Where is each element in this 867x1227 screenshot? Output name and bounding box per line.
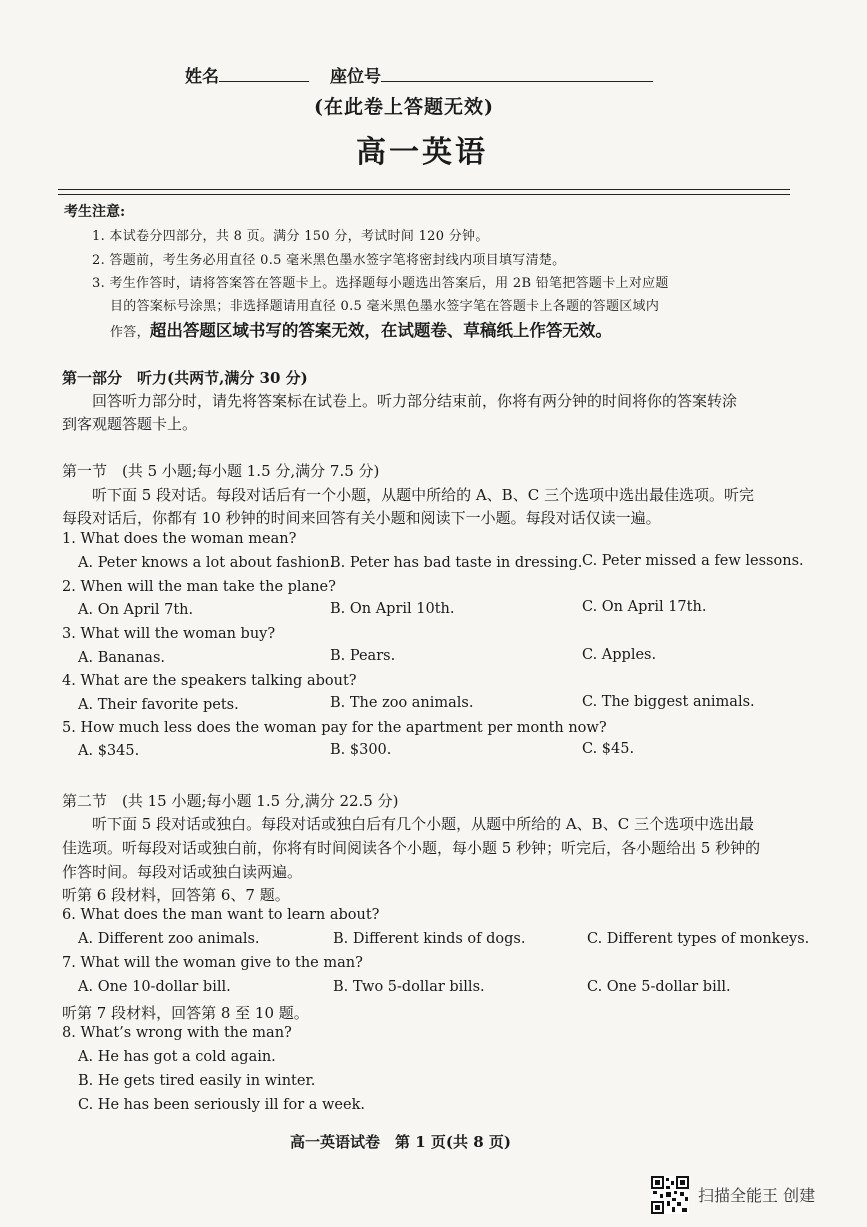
qr-code-icon xyxy=(651,1176,689,1214)
q1-option-c: C. Peter missed a few lessons. xyxy=(582,553,804,569)
seat-blank xyxy=(381,67,653,82)
q4-option-a: A. Their favorite pets. xyxy=(78,697,239,713)
part1-intro: 到客观题答题卡上。 xyxy=(62,415,198,433)
q7-option-c: C. One 5-dollar bill. xyxy=(587,979,731,995)
q7-option-a: A. One 10-dollar bill. xyxy=(78,979,231,995)
q3-option-b: B. Pears. xyxy=(330,648,396,664)
question-5: 5. How much less does the woman pay for the apartment per month now? xyxy=(62,720,607,736)
q1-option-a: A. Peter knows a lot about fashion. xyxy=(78,555,335,571)
notice-item: 3. 考生作答时，请将答案答在答题卡上。选择题每小题选出答案后，用 2B 铅笔把答题卡上对应题 xyxy=(92,276,669,291)
page-title: 高一英语 xyxy=(356,135,488,170)
section1-intro: 听下面 5 段对话。每段对话后有一个小题，从题中所给的 A、B、C 三个选项中选出最佳选项。听完 xyxy=(92,486,754,504)
q2-option-b: B. On April 10th. xyxy=(330,601,455,617)
question-7: 7. What will the woman give to the man? xyxy=(62,955,363,971)
q7-option-b: B. Two 5-dollar bills. xyxy=(333,979,485,995)
q5-option-b: B. $300. xyxy=(330,742,392,758)
notice-item: 作答， xyxy=(110,325,150,340)
part1-heading: 第一部分 听力(共两节,满分 30 分) xyxy=(62,369,308,387)
section1-heading: 第一节 (共 5 小题;每小题 1.5 分,满分 7.5 分) xyxy=(62,462,380,480)
page-footer: 高一英语试卷 第 1 页(共 8 页) xyxy=(290,1133,511,1151)
notice-item: 目的答案标号涂黑；非选择题请用直径 0.5 毫米黑色墨水签字笔在答题卡上各题的答题区域内 xyxy=(110,299,660,314)
scanner-watermark: 扫描全能王 创建 xyxy=(698,1186,816,1205)
material-7-instruction: 听第 7 段材料，回答第 8 至 10 题。 xyxy=(62,1004,309,1022)
part1-intro: 回答听力部分时，请先将答案标在试卷上。听力部分结束前，你将有两分钟的时间将你的答案转涂 xyxy=(92,392,738,410)
question-8: 8. What’s wrong with the man? xyxy=(62,1025,292,1041)
section2-intro: 作答时间。每段对话或独白读两遍。 xyxy=(62,863,303,881)
question-4: 4. What are the speakers talking about? xyxy=(62,673,357,689)
q2-option-a: A. On April 7th. xyxy=(78,602,194,618)
q2-option-c: C. On April 17th. xyxy=(582,599,707,615)
q8-option-c: C. He has been seriously ill for a week. xyxy=(78,1097,365,1113)
name-field xyxy=(185,62,309,87)
q1-option-b: B. Peter has bad taste in dressing. xyxy=(330,555,583,571)
notice-heading: 考生注意: xyxy=(64,204,126,220)
section2-intro: 听下面 5 段对话或独白。每段对话或独白后有几个小题，从题中所给的 A、B、C 三个选项中选出最 xyxy=(92,815,754,833)
q6-option-a: A. Different zoo animals. xyxy=(78,931,260,947)
notice-bold-warning: 超出答题区域书写的答案无效，在试题卷、草稿纸上作答无效。 xyxy=(149,321,612,340)
q5-option-c: C. $45. xyxy=(582,741,635,757)
question-1: 1. What does the woman mean? xyxy=(62,531,297,547)
q6-option-c: C. Different types of monkeys. xyxy=(587,931,810,947)
name-blank xyxy=(219,67,309,82)
question-6: 6. What does the man want to learn about? xyxy=(62,907,380,923)
question-2: 2. When will the man take the plane? xyxy=(62,579,336,595)
q4-option-b: B. The zoo animals. xyxy=(330,695,474,711)
notice-item: 1. 本试卷分四部分，共 8 页。满分 150 分，考试时间 120 分钟。 xyxy=(92,229,489,244)
section2-heading: 第二节 (共 15 小题;每小题 1.5 分,满分 22.5 分) xyxy=(62,792,399,810)
section2-intro: 佳选项。听每段对话或独白前，你将有时间阅读各个小题，每小题 5 秒钟；听完后，各小题给出 5 秒钟的 xyxy=(62,839,761,857)
q3-option-a: A. Bananas. xyxy=(78,650,166,666)
seat-field xyxy=(330,62,653,87)
q3-option-c: C. Apples. xyxy=(582,647,657,663)
q6-option-b: B. Different kinds of dogs. xyxy=(333,931,526,947)
q8-option-a: A. He has got a cold again. xyxy=(78,1049,276,1065)
q8-option-b: B. He gets tired easily in winter. xyxy=(78,1073,316,1089)
notice-last-line xyxy=(110,317,612,341)
material-6-instruction: 听第 6 段材料，回答第 6、7 题。 xyxy=(62,886,290,904)
name-label: 姓名 xyxy=(185,67,219,87)
notice-item: 2. 答题前，考生务必用直径 0.5 毫米黑色墨水签字笔将密封线内项目填写清楚。 xyxy=(92,253,566,268)
section1-intro: 每段对话后，你都有 10 秒钟的时间来回答有关小题和阅读下一小题。每段对话仅读一遍。 xyxy=(62,509,661,527)
divider-bottom xyxy=(58,194,790,195)
q5-option-a: A. $345. xyxy=(78,743,140,759)
invalid-note: (在此卷上答题无效) xyxy=(314,96,494,118)
q4-option-c: C. The biggest animals. xyxy=(582,694,755,710)
divider-top xyxy=(58,189,790,190)
question-3: 3. What will the woman buy? xyxy=(62,626,276,642)
seat-label: 座位号 xyxy=(330,67,381,87)
